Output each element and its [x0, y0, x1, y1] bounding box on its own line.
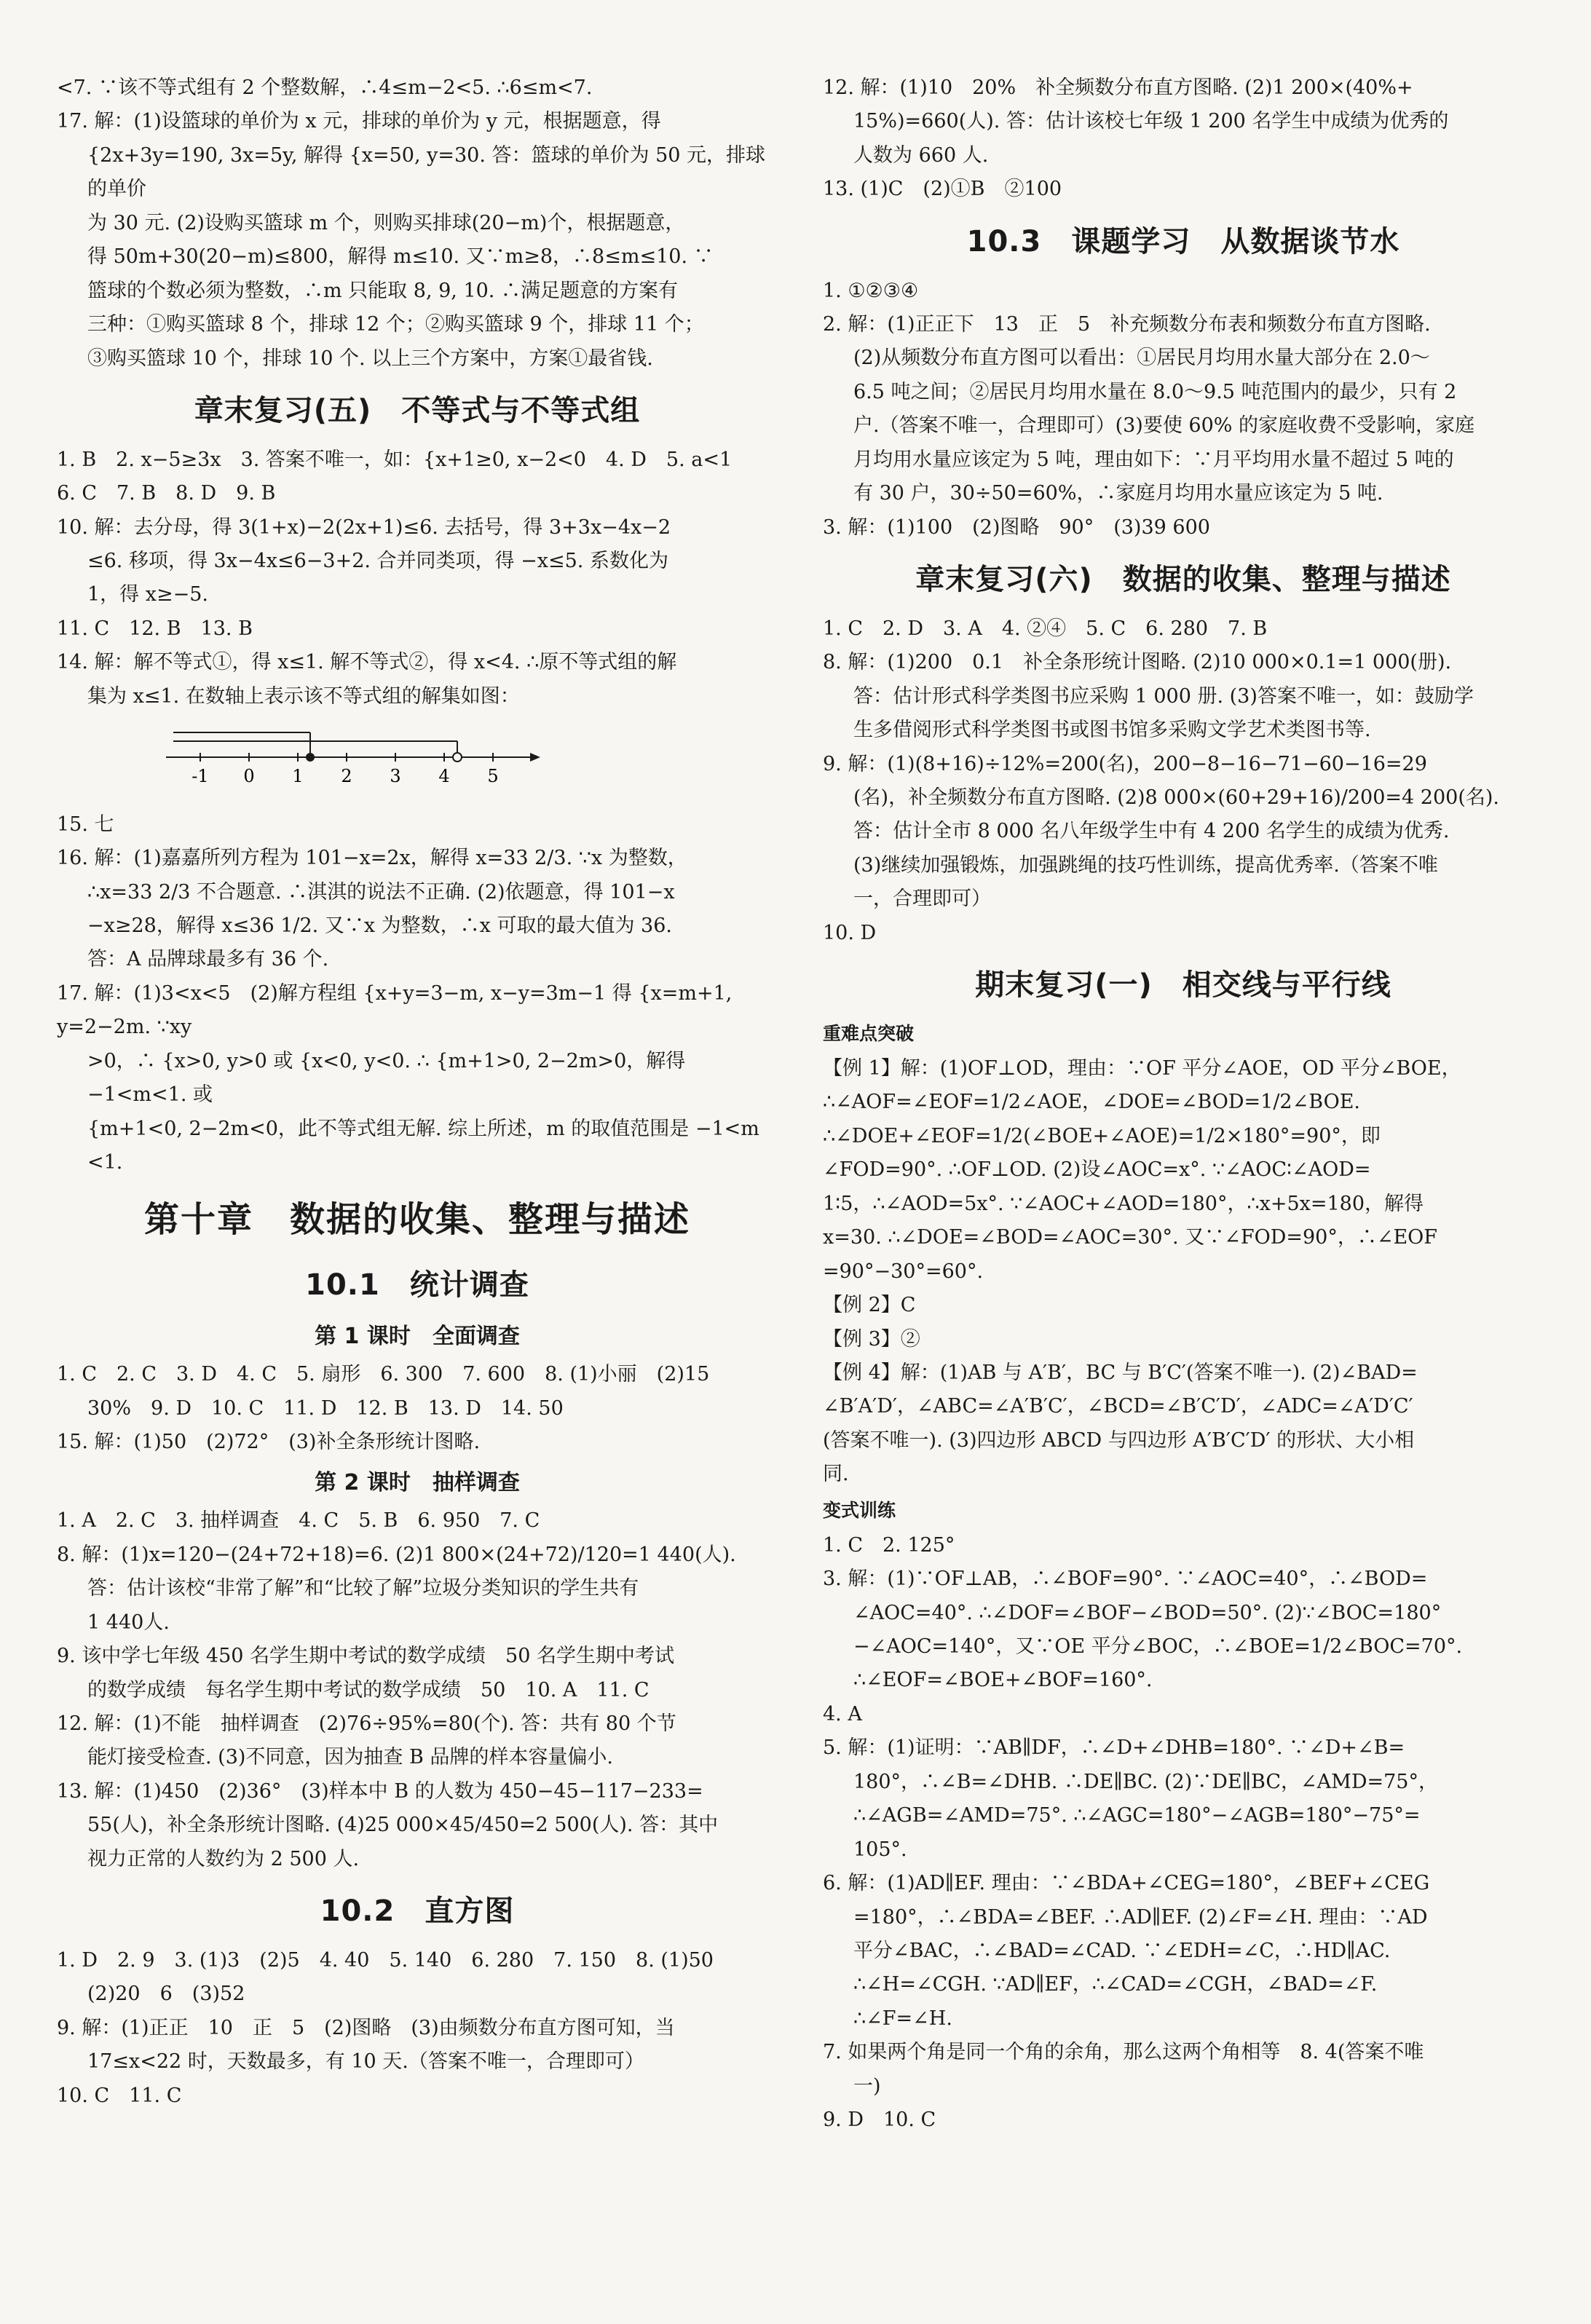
section-heading: 10.3 课题学习 从数据谈节水 — [966, 224, 1400, 258]
text-line: ∴∠DOE+∠EOF=1/2(∠BOE+∠AOE)=1/2×180°=90°，即 — [823, 1124, 1381, 1147]
section-heading: 10.1 统计调查 — [305, 1268, 529, 1303]
text-line: 【例 1】解：(1)OF⊥OD，理由：∵OF 平分∠AOE，OD 平分∠BOE， — [823, 1057, 1461, 1080]
text-line: 篮球的个数必须为整数，∴m 只能取 8, 9, 10. ∴满足题意的方案有 — [87, 279, 678, 302]
text-line: {m+1<0, 2−2m<0，此不等式组无解. 综上所述，m 的取值范围是 −1<m — [87, 1117, 759, 1140]
tick-label: 2 — [341, 766, 352, 787]
text-line: 集为 x≤1. 在数轴上表示该不等式组的解集如图： — [87, 684, 520, 708]
text-line: 1. D 2. 9 3. (1)3 (2)5 4. 40 5. 140 6. 280 7. 150 8. (1)50 — [57, 1948, 714, 1972]
text-line: 【例 4】解：(1)AB 与 A′B′，BC 与 B′C′(答案不唯一). (2)∠BAD= — [823, 1361, 1418, 1384]
chapter-heading: 第十章 数据的收集、整理与描述 — [143, 1199, 690, 1241]
text-line: 答：估计形式科学类图书应采购 1 000 册. (3)答案不唯一，如：鼓励学 — [853, 684, 1474, 708]
chapter5-answers — [57, 443, 778, 714]
text-line: 1. C 2. C 3. D 4. C 5. 扇形 6. 300 7. 600 8. (1)小丽 (2)15 — [57, 1363, 710, 1386]
text-line: 6. 解：(1)AD∥EF. 理由：∵∠BDA+∠CEG=180°，∠BEF+∠CEG — [823, 1872, 1430, 1895]
text-line: 8. 解：(1)x=120−(24+72+18)=6. (2)1 800×(24+72)/120=1 440(人). — [57, 1543, 736, 1566]
text-line: 三种：①购买篮球 8 个，排球 12 个；②购买篮球 9 个，排球 11 个； — [87, 313, 704, 336]
section-heading: 10.2 直方图 — [320, 1894, 515, 1929]
text-line: 的数学成绩 每名学生期中考试的数学成绩 50 10. A 11. C — [87, 1678, 650, 1702]
text-line: 6. C 7. B 8. D 9. B — [57, 482, 276, 505]
text-line: ∴∠H=∠CGH. ∵AD∥EF，∴∠CAD=∠CGH，∠BAD=∠F. — [853, 1973, 1378, 1996]
subsection-label: 重难点突破 — [823, 1023, 915, 1045]
text-line: 一) — [853, 2074, 881, 2098]
text-line: 3. 解：(1)∵OF⊥AB，∴∠BOF=90°. ∵∠AOC=40°，∴∠BOD= — [823, 1568, 1428, 1591]
text-line: 9. 解：(1)(8+16)÷12%=200(名)，200−8−16−71−60−16=29 — [823, 752, 1427, 775]
text-line: 【例 3】② — [823, 1327, 920, 1351]
text-line: −∠AOC=140°，又∵OE 平分∠BOC，∴∠BOE=1/2∠BOC=70°. — [853, 1635, 1463, 1659]
section-heading: 期末复习(一) 相交线与平行线 — [975, 968, 1391, 1003]
text-line: 55(人)，补全条形统计图略. (4)25 000×45/450=2 500(人). 答：其中 — [87, 1814, 719, 1837]
text-line: 8. 解：(1)200 0.1 补全条形统计图略. (2)10 000×0.1=1 000(册). — [823, 651, 1452, 674]
text-line: 13. 解：(1)450 (2)36° (3)样本中 B 的人数为 450−45−117−233= — [57, 1779, 703, 1803]
text-line: {2x+3y=190, 3x=5y, 解得 {x=50, y=30. 答：篮球的单价为 50 元，排球的单价 — [87, 143, 766, 201]
section-heading: 章末复习(五) 不等式与不等式组 — [194, 393, 641, 427]
chapter5-answers-b — [57, 808, 778, 1180]
text-line: (3)继续加强锻炼，加强跳绳的技巧性训练，提高优秀率.（答案不唯 — [853, 853, 1438, 877]
text-line: 生多借阅形式科学类图书或图书馆多采购文学艺术类图书等. — [853, 719, 1371, 742]
text-line: 6.5 吨之间；②居民月均用水量在 8.0～9.5 吨范围内的最少，只有 2 — [853, 380, 1457, 403]
text-line: 1. C 2. D 3. A 4. ②④ 5. C 6. 280 7. B — [823, 617, 1268, 640]
lesson2-answers — [57, 1504, 778, 1876]
text-line: ∠AOC=40°. ∴∠DOF=∠BOF−∠BOD=50°. (2)∵∠BOC=180° — [853, 1601, 1442, 1624]
text-line: >0，∴ {x>0, y>0 或 {x<0, y<0. ∴ {m+1>0, 2−2m>0，解得 −1<m<1. 或 — [87, 1049, 686, 1107]
text-line: ∠B′A′D′，∠ABC=∠A′B′C′，∠BCD=∠B′C′D′，∠ADC=∠A′D′C′ — [823, 1395, 1413, 1418]
text-line: 16. 解：(1)嘉嘉所列方程为 101−x=2x，解得 x=33 2/3. ∵x 为整数， — [57, 847, 687, 870]
section-heading: 章末复习(六) 数据的收集、整理与描述 — [915, 563, 1451, 597]
tick-label: 5 — [487, 766, 499, 787]
right-top-block — [823, 71, 1544, 207]
text-line: 180°，∴∠B=∠DHB. ∴DE∥BC. (2)∵DE∥BC，∠AMD=75°， — [853, 1770, 1438, 1793]
text-line: 15. 解：(1)50 (2)72° (3)补全条形统计图略. — [57, 1431, 481, 1454]
left-top-block — [57, 71, 778, 376]
text-line: 1 440人. — [87, 1610, 170, 1634]
text-line: 【例 2】C — [823, 1294, 916, 1317]
chapter6-answers — [823, 612, 1544, 950]
text-line: 11. C 12. B 13. B — [57, 617, 253, 640]
text-line: 17. 解：(1)3<x<5 (2)解方程组 {x+y=3−m, x−y=3m−1 得 {x=m+1, y=2−2m. ∵xy — [57, 981, 733, 1039]
lesson1-answers — [57, 1358, 778, 1459]
text-line: 有 30 户，30÷50=60%，∴家庭月均用水量应该定为 5 吨. — [853, 482, 1383, 505]
text-line: =180°，∴∠BDA=∠BEF. ∴AD∥EF. (2)∠F=∠H. 理由：∵AD — [853, 1905, 1428, 1929]
text-line: 17. 解：(1)设篮球的单价为 x 元，排球的单价为 y 元，根据题意，得 — [57, 110, 661, 133]
text-line: (2)从频数分布直方图可以看出：①居民月均用水量大部分在 2.0～ — [853, 347, 1430, 370]
lesson-heading: 第 1 课时 全面调查 — [315, 1323, 520, 1349]
left-column — [57, 71, 778, 2113]
axis-arrow — [530, 753, 540, 762]
text-line: 10. 解：去分母，得 3(1+x)−2(2x+1)≤6. 去括号，得 3+3x−4x−2 — [57, 515, 671, 539]
text-line: 5. 解：(1)证明：∵AB∥DF，∴∠D+∠DHB=180°. ∵∠D+∠B= — [823, 1736, 1405, 1760]
text-line: ∴∠AOF=∠EOF=1/2∠AOE，∠DOE=∠BOD=1/2∠BOE. — [823, 1091, 1360, 1114]
text-line: 9. 解：(1)正正 10 正 5 (2)图略 (3)由频数分布直方图可知，当 — [57, 2016, 675, 2039]
text-line: 答：估计全市 8 000 名八年级学生中有 4 200 名学生的成绩为优秀. — [853, 820, 1450, 843]
tick-label: -1 — [192, 766, 209, 787]
text-line: 12. 解：(1)不能 抽样调查 (2)76÷95%=80(个). 答：共有 80 个节 — [57, 1712, 676, 1735]
text-line: <7. ∵该不等式组有 2 个整数解，∴4≤m−2<5. ∴6≤m<7. — [57, 76, 593, 99]
text-line: 1. B 2. x−5≥3x 3. 答案不唯一，如：{x+1≥0, x−2<0 4. D 5. a<1 — [57, 448, 733, 471]
subsection-label: 变式训练 — [823, 1499, 896, 1521]
text-line: ≤6. 移项，得 3x−4x≤6−3+2. 合并同类项，得 −x≤5. 系数化为 — [87, 550, 668, 573]
number-line-figure — [166, 721, 778, 797]
text-line: =90°−30°=60°. — [823, 1260, 984, 1283]
text-line: 答：A 品牌球最多有 36 个. — [87, 948, 329, 971]
text-line: 15. 七 — [57, 813, 114, 836]
text-line: 人数为 660 人. — [853, 143, 989, 167]
text-line: 1. ①②③④ — [823, 279, 919, 302]
text-line: 13. (1)C (2)①B ②100 — [823, 178, 1062, 201]
text-line: 14. 解：解不等式①，得 x≤1. 解不等式②，得 x<4. ∴原不等式组的解 — [57, 651, 677, 674]
text-line: 答：估计该校“非常了解”和“比较了解”垃圾分类知识的学生共有 — [87, 1577, 639, 1600]
section-10-2-answers — [57, 1944, 778, 2113]
text-line: 1，得 x≥−5. — [87, 583, 208, 606]
text-line: 10. C 11. C — [57, 2084, 182, 2107]
text-line: ∴x=33 2/3 不合题意. ∴淇淇的说法不正确. (2)依题意，得 101−x — [87, 880, 675, 904]
text-line: (名)，补全频数分布直方图略. (2)8 000×(60+29+16)/200=4 200(名). — [853, 786, 1499, 810]
text-line: 视力正常的人数约为 2 500 人. — [87, 1847, 360, 1870]
right-column — [823, 71, 1544, 2138]
text-line: 10. D — [823, 921, 877, 944]
text-line: 能灯接受检查. (3)不同意，因为抽查 B 品牌的样本容量偏小. — [87, 1746, 613, 1769]
text-line: ∴∠AGB=∠AMD=75°. ∴∠AGC=180°−∠AGB=180°−75°= — [853, 1804, 1421, 1827]
text-line: ∴∠F=∠H. — [853, 2007, 952, 2030]
final-review-examples — [823, 1052, 1544, 1492]
section-10-3-answers — [823, 274, 1544, 545]
text-line: ③购买篮球 10 个，排球 10 个. 以上三个方案中，方案①最省钱. — [87, 347, 653, 370]
text-line: 一，合理即可） — [853, 888, 991, 911]
text-line: 得 50m+30(20−m)≤800，解得 m≤10. 又∵m≥8，∴8≤m≤10. ∵ — [87, 245, 714, 269]
text-line: 平分∠BAC，∴∠BAD=∠CAD. ∵∠EDH=∠C，∴HD∥AC. — [853, 1939, 1391, 1962]
text-line: 1∶5，∴∠AOD=5x°. ∵∠AOC+∠AOD=180°，∴x+5x=180，解得 — [823, 1192, 1424, 1215]
text-line: 1. C 2. 125° — [823, 1533, 955, 1557]
closed-point — [306, 753, 315, 762]
text-line: 9. 该中学七年级 450 名学生期中考试的数学成绩 50 名学生期中考试 — [57, 1645, 674, 1668]
text-line: x=30. ∴∠DOE=∠BOD=∠AOC=30°. 又∵∠FOD=90°，∴∠EOF — [823, 1226, 1438, 1249]
text-line: 同. — [823, 1463, 849, 1486]
tick-label: 4 — [438, 766, 450, 787]
text-line: <1. — [87, 1151, 123, 1174]
text-line: 17≤x<22 时，天数最多，有 10 天.（答案不唯一，合理即可） — [87, 2050, 644, 2074]
text-line: 为 30 元. (2)设购买篮球 m 个，则购买排球(20−m)个，根据题意， — [87, 211, 685, 234]
text-line: 2. 解：(1)正正下 13 正 5 补充频数分布表和频数分布直方图略. — [823, 312, 1431, 336]
text-line: 月均用水量应该定为 5 吨，理由如下：∵月平均用水量不超过 5 吨的 — [853, 448, 1454, 471]
text-line: ∠FOD=90°. ∴OF⊥OD. (2)设∠AOC=x°. ∵∠AOC∶∠AOD= — [823, 1158, 1371, 1182]
text-line: −x≥28，解得 x≤36 1/2. 又∵x 为整数，∴x 可取的最大值为 36. — [87, 914, 672, 937]
text-line: 12. 解：(1)10 20% 补全频数分布直方图略. (2)1 200×(40%+ — [823, 76, 1413, 99]
tick-label: 1 — [292, 766, 304, 787]
text-line: 1. A 2. C 3. 抽样调查 4. C 5. B 6. 950 7. C — [57, 1509, 540, 1533]
open-point — [453, 753, 462, 762]
lesson-heading: 第 2 课时 抽样调查 — [315, 1469, 520, 1495]
text-line: 7. 如果两个角是同一个角的余角，那么这两个角相等 8. 4(答案不唯 — [823, 2041, 1424, 2064]
text-line: ∴∠EOF=∠BOE+∠BOF=160°. — [853, 1669, 1153, 1692]
text-line: 4. A — [823, 1702, 862, 1726]
text-line: 15%)=660(人). 答：估计该校七年级 1 200 名学生中成绩为优秀的 — [853, 110, 1449, 133]
text-line: (2)20 6 (3)52 — [87, 1983, 245, 2006]
number-line-svg — [166, 721, 545, 786]
text-line: 105°. — [853, 1838, 907, 1861]
tick-label: 3 — [390, 766, 401, 787]
text-line: (答案不唯一). (3)四边形 ABCD 与四边形 A′B′C′D′ 的形状、大小相 — [823, 1428, 1415, 1452]
practice-answers — [823, 1529, 1544, 2138]
text-line: 30% 9. D 10. C 11. D 12. B 13. D 14. 50 — [87, 1396, 564, 1420]
text-line: 3. 解：(1)100 (2)图略 90° (3)39 600 — [823, 515, 1210, 539]
tick-label: 0 — [243, 766, 255, 787]
text-line: 9. D 10. C — [823, 2108, 936, 2132]
text-line: 户.（答案不唯一，合理即可）(3)要使 60% 的家庭收费不受影响，家庭 — [853, 414, 1475, 438]
